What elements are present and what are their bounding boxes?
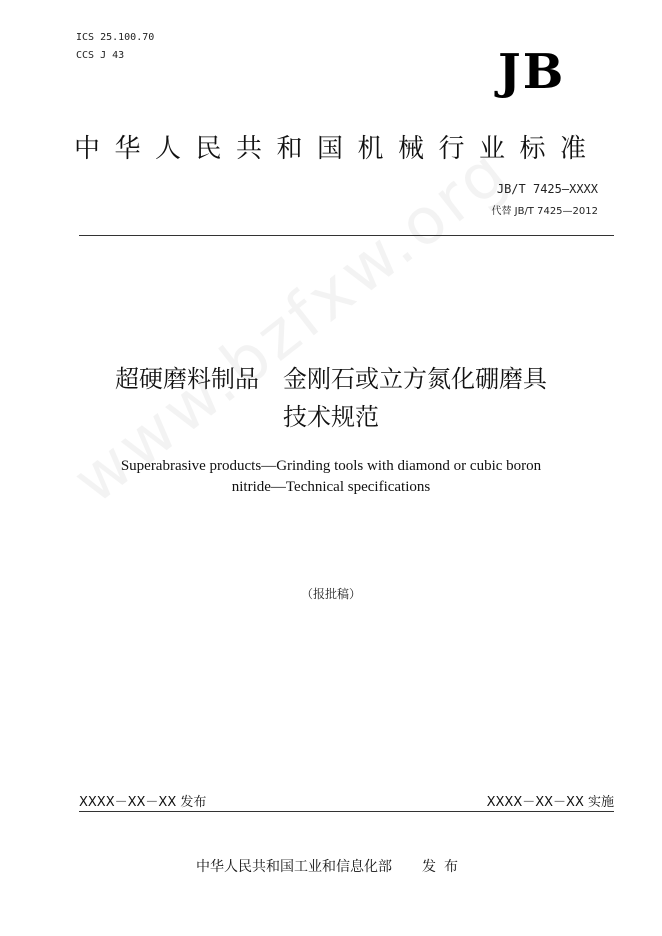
- standard-number: JB/T 7425—XXXX: [496, 182, 598, 196]
- publisher-line: [196, 856, 466, 876]
- implementation-date: XXXX－XX－XX 实施: [486, 795, 614, 810]
- publisher-action: 发布: [422, 859, 466, 875]
- publisher-name: 中华人民共和国工业和信息化部: [196, 859, 392, 875]
- replaces-standard: 代替 JB/T 7425—2012: [491, 206, 598, 217]
- chinese-title-line-2: 技术规范: [283, 403, 379, 431]
- top-divider: [79, 235, 614, 236]
- ccs-code: CCS J 43: [76, 50, 125, 61]
- bottom-divider: [79, 811, 614, 812]
- draft-status-label: （报批稿）: [300, 587, 361, 601]
- english-title-line-2: nitride—Technical specifications: [231, 479, 431, 495]
- issue-date: XXXX－XX－XX 发布: [79, 795, 207, 810]
- ics-code: ICS 25.100.70: [76, 32, 155, 43]
- jb-logo: JB: [498, 44, 566, 100]
- english-title-line-1: Superabrasive products—Grinding tools with diamond or cubic boron: [120, 458, 542, 474]
- chinese-title-line-1: 超硬磨料制品 金刚石或立方氮化硼磨具: [115, 365, 547, 393]
- standard-type-heading: 中华人民共和国机械行业标准: [74, 134, 601, 164]
